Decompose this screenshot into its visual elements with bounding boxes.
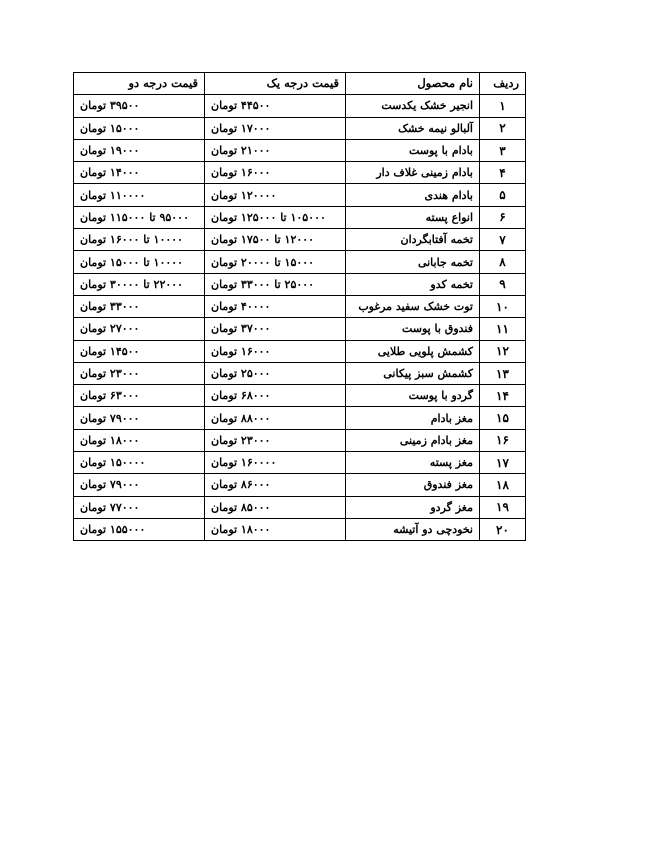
table-row bbox=[74, 385, 526, 407]
table-row bbox=[74, 474, 526, 496]
table-row bbox=[74, 318, 526, 340]
price-grade-one-cell: ۲۱۰۰۰ تومان bbox=[205, 139, 346, 161]
price-grade-two-cell: ۹۵۰۰۰ تا ۱۱۵۰۰۰ تومان bbox=[74, 206, 205, 228]
price-grade-two-cell: ۱۴۰۰۰ تومان bbox=[74, 162, 205, 184]
price-grade-one-cell: ۳۷۰۰۰ تومان bbox=[205, 318, 346, 340]
product-name-cell: آلبالو نیمه خشک bbox=[346, 117, 480, 139]
table-row bbox=[74, 206, 526, 228]
table-row bbox=[74, 117, 526, 139]
row-number-cell: ۱ bbox=[480, 95, 526, 117]
row-number-cell: ۱۹ bbox=[480, 496, 526, 518]
row-number-cell: ۵ bbox=[480, 184, 526, 206]
table-row bbox=[74, 162, 526, 184]
table-row bbox=[74, 340, 526, 362]
table-row bbox=[74, 251, 526, 273]
row-number-cell: ۱۵ bbox=[480, 407, 526, 429]
price-grade-one-cell: ۲۵۰۰۰ تا ۳۳۰۰۰ تومان bbox=[205, 273, 346, 295]
row-number-cell: ۱۷ bbox=[480, 452, 526, 474]
price-grade-one-cell: ۱۶۰۰۰۰ تومان bbox=[205, 452, 346, 474]
price-grade-two-cell: ۲۷۰۰۰ تومان bbox=[74, 318, 205, 340]
price-grade-one-cell: ۲۳۰۰۰ تومان bbox=[205, 429, 346, 451]
table-row bbox=[74, 229, 526, 251]
price-grade-two-cell: ۱۱۰۰۰۰ تومان bbox=[74, 184, 205, 206]
table-header-row bbox=[74, 73, 526, 95]
product-name-cell: بادام با پوست bbox=[346, 139, 480, 161]
price-grade-one-cell: ۶۸۰۰۰ تومان bbox=[205, 385, 346, 407]
price-grade-two-cell: ۳۹۵۰۰ تومان bbox=[74, 95, 205, 117]
row-number-cell: ۲ bbox=[480, 117, 526, 139]
price-grade-two-cell: ۱۵۰۰۰۰ تومان bbox=[74, 452, 205, 474]
product-name-cell: نخودچی دو آتیشه bbox=[346, 518, 480, 540]
price-grade-two-cell: ۷۹۰۰۰ تومان bbox=[74, 407, 205, 429]
price-grade-one-cell: ۸۶۰۰۰ تومان bbox=[205, 474, 346, 496]
table-body bbox=[74, 95, 526, 541]
price-grade-two-cell: ۱۵۵۰۰۰ تومان bbox=[74, 518, 205, 540]
price-grade-one-cell: ۱۸۰۰۰ تومان bbox=[205, 518, 346, 540]
price-grade-two-cell: ۱۹۰۰۰ تومان bbox=[74, 139, 205, 161]
product-name-cell: تخمه جابانی bbox=[346, 251, 480, 273]
row-number-cell: ۱۴ bbox=[480, 385, 526, 407]
row-number-cell: ۴ bbox=[480, 162, 526, 184]
table-row bbox=[74, 496, 526, 518]
product-name-cell: کشمش سبز پیکانی bbox=[346, 362, 480, 384]
product-name-cell: انجیر خشک یکدست bbox=[346, 95, 480, 117]
header-price-grade-two: قیمت درجه دو bbox=[74, 73, 205, 95]
table-row bbox=[74, 407, 526, 429]
price-grade-one-cell: ۱۷۰۰۰ تومان bbox=[205, 117, 346, 139]
price-grade-one-cell: ۱۲۰۰۰۰ تومان bbox=[205, 184, 346, 206]
price-grade-one-cell: ۱۵۰۰۰ تا ۲۰۰۰۰ تومان bbox=[205, 251, 346, 273]
table-row bbox=[74, 95, 526, 117]
product-name-cell: تخمه آفتابگردان bbox=[346, 229, 480, 251]
table-row bbox=[74, 273, 526, 295]
price-grade-two-cell: ۷۷۰۰۰ تومان bbox=[74, 496, 205, 518]
price-grade-two-cell: ۱۵۰۰۰ تومان bbox=[74, 117, 205, 139]
product-name-cell: مغز فندوق bbox=[346, 474, 480, 496]
product-name-cell: مغز پسته bbox=[346, 452, 480, 474]
price-grade-two-cell: ۲۳۰۰۰ تومان bbox=[74, 362, 205, 384]
header-product-name: نام محصول bbox=[346, 73, 480, 95]
row-number-cell: ۸ bbox=[480, 251, 526, 273]
price-grade-one-cell: ۸۵۰۰۰ تومان bbox=[205, 496, 346, 518]
price-grade-two-cell: ۶۳۰۰۰ تومان bbox=[74, 385, 205, 407]
price-grade-one-cell: ۸۸۰۰۰ تومان bbox=[205, 407, 346, 429]
price-table bbox=[73, 72, 526, 541]
table-row bbox=[74, 184, 526, 206]
price-grade-one-cell: ۱۶۰۰۰ تومان bbox=[205, 162, 346, 184]
product-name-cell: فندوق با پوست bbox=[346, 318, 480, 340]
price-grade-two-cell: ۱۴۵۰۰ تومان bbox=[74, 340, 205, 362]
product-name-cell: بادام هندی bbox=[346, 184, 480, 206]
table-row bbox=[74, 362, 526, 384]
price-grade-one-cell: ۱۰۵۰۰۰ تا ۱۲۵۰۰۰ تومان bbox=[205, 206, 346, 228]
table-row bbox=[74, 518, 526, 540]
price-grade-two-cell: ۳۳۰۰۰ تومان bbox=[74, 295, 205, 317]
row-number-cell: ۹ bbox=[480, 273, 526, 295]
row-number-cell: ۱۳ bbox=[480, 362, 526, 384]
row-number-cell: ۱۰ bbox=[480, 295, 526, 317]
row-number-cell: ۶ bbox=[480, 206, 526, 228]
product-name-cell: مغز بادام زمینی bbox=[346, 429, 480, 451]
product-name-cell: مغز گردو bbox=[346, 496, 480, 518]
row-number-cell: ۱۸ bbox=[480, 474, 526, 496]
table-row bbox=[74, 295, 526, 317]
price-grade-two-cell: ۱۸۰۰۰ تومان bbox=[74, 429, 205, 451]
price-grade-two-cell: ۲۲۰۰۰ تا ۳۰۰۰۰ تومان bbox=[74, 273, 205, 295]
price-grade-two-cell: ۷۹۰۰۰ تومان bbox=[74, 474, 205, 496]
price-grade-one-cell: ۴۰۰۰۰ تومان bbox=[205, 295, 346, 317]
row-number-cell: ۳ bbox=[480, 139, 526, 161]
product-name-cell: توت خشک سفید مرغوب bbox=[346, 295, 480, 317]
row-number-cell: ۱۶ bbox=[480, 429, 526, 451]
price-grade-one-cell: ۲۵۰۰۰ تومان bbox=[205, 362, 346, 384]
header-row-number: ردیف bbox=[480, 73, 526, 95]
table-row bbox=[74, 452, 526, 474]
product-name-cell: گردو با پوست bbox=[346, 385, 480, 407]
price-grade-two-cell: ۱۰۰۰۰ تا ۱۵۰۰۰ تومان bbox=[74, 251, 205, 273]
row-number-cell: ۱۲ bbox=[480, 340, 526, 362]
price-grade-two-cell: ۱۰۰۰۰ تا ۱۶۰۰۰ تومان bbox=[74, 229, 205, 251]
product-name-cell: کشمش پلویی طلایی bbox=[346, 340, 480, 362]
row-number-cell: ۷ bbox=[480, 229, 526, 251]
product-name-cell: تخمه کدو bbox=[346, 273, 480, 295]
header-price-grade-one: قیمت درجه یک bbox=[205, 73, 346, 95]
row-number-cell: ۱۱ bbox=[480, 318, 526, 340]
product-name-cell: مغز بادام bbox=[346, 407, 480, 429]
product-name-cell: بادام زمینی غلاف دار bbox=[346, 162, 480, 184]
table-row bbox=[74, 429, 526, 451]
table-row bbox=[74, 139, 526, 161]
product-name-cell: انواع پسته bbox=[346, 206, 480, 228]
price-grade-one-cell: ۱۶۰۰۰ تومان bbox=[205, 340, 346, 362]
price-grade-one-cell: ۴۴۵۰۰ تومان bbox=[205, 95, 346, 117]
price-grade-one-cell: ۱۲۰۰۰ تا ۱۷۵۰۰ تومان bbox=[205, 229, 346, 251]
row-number-cell: ۲۰ bbox=[480, 518, 526, 540]
